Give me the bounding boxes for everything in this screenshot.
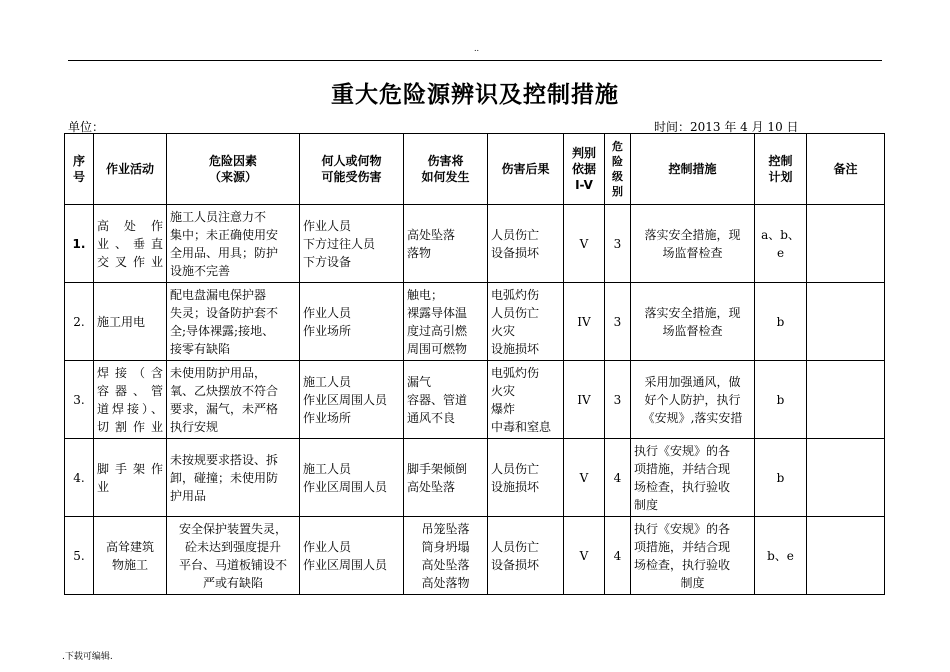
header-hazard: 危险因素 （来源） (167, 134, 300, 205)
cell-activity: 施工用电 (94, 283, 167, 361)
header-how: 伤害将 如何发生 (404, 134, 488, 205)
header-plan: 控制 计划 (755, 134, 807, 205)
cell-measures: 落实安全措施，现 场监督检查 (631, 205, 755, 283)
hazard-table (64, 133, 885, 595)
footer-note: .下载可编辑. (62, 652, 113, 662)
cell-hazard: 配电盘漏电保护器 失灵；设备防护套不 全;导体裸露;接地、 接零有缺陷 (167, 283, 300, 361)
table-row (65, 283, 885, 361)
cell-measures: 执行《安规》的各 项措施，并结合现 场检查，执行验收 制度 (631, 517, 755, 595)
table-row (65, 439, 885, 517)
cell-who: 作业人员 作业场所 (300, 283, 404, 361)
document-title: 重大危险源辨识及控制措施 (331, 82, 619, 108)
cell-measures: 落实安全措施，现 场监督检查 (631, 283, 755, 361)
cell-basis: V (564, 517, 605, 595)
cell-level: 3 (605, 361, 631, 439)
table-row (65, 517, 885, 595)
cell-remarks (807, 205, 885, 283)
cell-hazard: 安全保护装置失灵， 砼未达到强度提升 平台、马道板铺设不 严或有缺陷 (167, 517, 300, 595)
cell-measures: 执行《安规》的各 项措施，并结合现 场检查，执行验收 制度 (631, 439, 755, 517)
cell-plan: a、b、e (755, 205, 807, 283)
cell-seq: 4. (65, 439, 94, 517)
cell-seq: 1. (65, 205, 94, 283)
cell-plan: b (755, 283, 807, 361)
cell-seq: 2. (65, 283, 94, 361)
cell-remarks (807, 517, 885, 595)
cell-plan: b (755, 361, 807, 439)
cell-plan: b、e (755, 517, 807, 595)
header-seq: 序 号 (65, 134, 94, 205)
cell-hazard: 未按规要求搭设、拆 卸，碰撞；未使用防 护用品 (167, 439, 300, 517)
cell-hazard: 未使用防护用品， 氧、乙炔摆放不符合 要求，漏气，未严格 执行安规 (167, 361, 300, 439)
cell-how: 漏气 容器、管道 通风不良 (404, 361, 488, 439)
header-mark: .. (474, 44, 480, 53)
cell-activity: 焊接（含 容器、管 道焊接）、 切割作业 (94, 361, 167, 439)
table-row (65, 205, 885, 283)
date-label: 时间：2013 年 4 月 10 日 (654, 120, 799, 134)
header-basis: 判别 依据 I-V (564, 134, 605, 205)
header-who: 何人或何物 可能受伤害 (300, 134, 404, 205)
cell-activity: 脚手架作 业 (94, 439, 167, 517)
cell-level: 3 (605, 283, 631, 361)
cell-measures: 采用加强通风，做 好个人防护，执行 《安规》,落实安措 (631, 361, 755, 439)
cell-remarks (807, 283, 885, 361)
cell-how: 脚手架倾倒 高处坠落 (404, 439, 488, 517)
cell-consequence: 人员伤亡 设备损坏 (488, 205, 564, 283)
cell-level: 4 (605, 439, 631, 517)
header-level: 危 险 级 别 (605, 134, 631, 205)
cell-seq: 3. (65, 361, 94, 439)
cell-consequence: 电弧灼伤 火灾 爆炸 中毒和窒息 (488, 361, 564, 439)
cell-how: 高处坠落 落物 (404, 205, 488, 283)
cell-seq: 5. (65, 517, 94, 595)
cell-consequence: 人员伤亡 设备损坏 (488, 517, 564, 595)
header-measures: 控制措施 (631, 134, 755, 205)
cell-level: 4 (605, 517, 631, 595)
cell-who: 作业人员 作业区周围人员 (300, 517, 404, 595)
cell-who: 施工人员 作业区周围人员 作业场所 (300, 361, 404, 439)
cell-consequence: 电弧灼伤 人员伤亡 火灾 设施损坏 (488, 283, 564, 361)
cell-activity: 高 处 作 业、垂直 交叉作业 (94, 205, 167, 283)
cell-basis: IV (564, 361, 605, 439)
cell-activity: 高耸建筑 物施工 (94, 517, 167, 595)
unit-label: 单位： (68, 120, 105, 134)
table-row (65, 361, 885, 439)
cell-how: 吊笼坠落 筒身坍塌 高处坠落 高处落物 (404, 517, 488, 595)
cell-basis: IV (564, 283, 605, 361)
header-consequence: 伤害后果 (488, 134, 564, 205)
cell-who: 施工人员 作业区周围人员 (300, 439, 404, 517)
cell-basis: V (564, 439, 605, 517)
table-header-row (65, 134, 885, 205)
cell-plan: b (755, 439, 807, 517)
cell-level: 3 (605, 205, 631, 283)
header-remarks: 备注 (807, 134, 885, 205)
header-activity: 作业活动 (94, 134, 167, 205)
cell-remarks (807, 361, 885, 439)
cell-how: 触电； 裸露导体温 度过高引燃 周围可燃物 (404, 283, 488, 361)
cell-hazard: 施工人员注意力不 集中；未正确使用安 全用品、用具；防护 设施不完善 (167, 205, 300, 283)
cell-consequence: 人员伤亡 设施损坏 (488, 439, 564, 517)
cell-remarks (807, 439, 885, 517)
cell-basis: V (564, 205, 605, 283)
header-rule (68, 60, 882, 61)
cell-who: 作业人员 下方过往人员 下方设备 (300, 205, 404, 283)
